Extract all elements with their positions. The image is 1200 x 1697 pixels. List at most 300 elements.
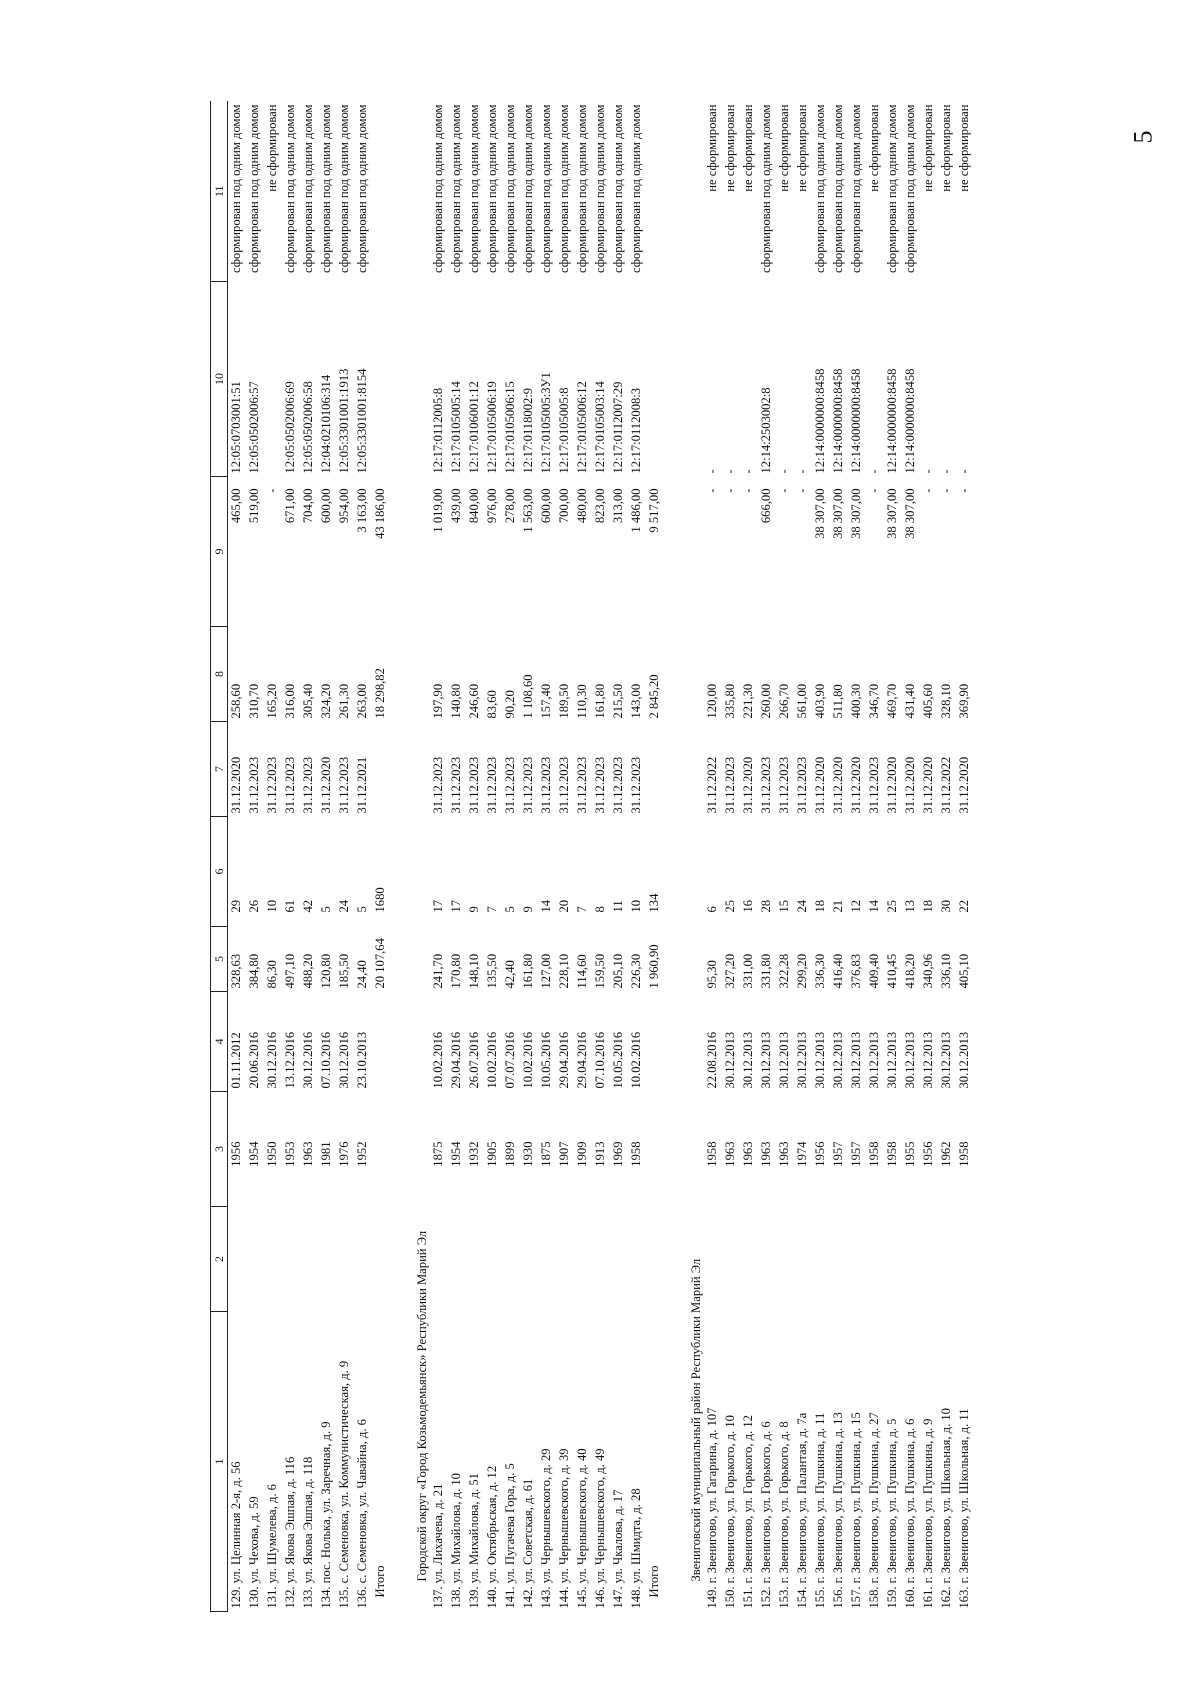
table-cell: - xyxy=(957,469,971,474)
table-cell: 497,10 xyxy=(283,953,297,989)
table-cell: - xyxy=(921,488,935,493)
table-cell: 12:17:0105003:14 xyxy=(593,381,607,474)
table-cell: 405,60 xyxy=(921,683,935,719)
table-cell: 30.12.2013 xyxy=(903,1031,917,1089)
table-cell: 1953 xyxy=(283,1141,297,1167)
table-row xyxy=(704,102,722,1612)
table-cell: 1962 xyxy=(939,1141,953,1167)
table-row xyxy=(722,102,740,1612)
table-cell: 30.12.2013 xyxy=(849,1031,863,1089)
table-body xyxy=(228,102,975,1612)
row-name-cell: Итого xyxy=(373,1565,387,1598)
table-cell: 12:14:2503002:8 xyxy=(759,387,773,474)
table-cell: 31.12.2023 xyxy=(557,756,571,814)
table-cell: 1963 xyxy=(777,1141,791,1167)
table-cell: 5 xyxy=(355,906,369,913)
table-cell: 86,30 xyxy=(265,960,279,989)
table-cell: 954,00 xyxy=(337,488,351,524)
table-cell: 299,20 xyxy=(795,953,809,989)
row-name-cell: 151. г. Звенигово, ул. Горького, д. 12 xyxy=(741,1415,755,1609)
table-row xyxy=(282,102,300,1612)
table-cell: 30 xyxy=(939,899,953,913)
table-cell: 30.12.2016 xyxy=(265,1031,279,1089)
row-name-cell: 148. ул. Шмидта, д. 28 xyxy=(629,1488,643,1609)
table-cell: 1952 xyxy=(355,1141,369,1167)
table-cell: 1 108,60 xyxy=(521,674,535,719)
table-cell: не сформирован xyxy=(939,104,953,192)
table-cell: 6 xyxy=(705,906,719,913)
table-cell: 12 xyxy=(849,899,863,913)
table-cell: сформирован под одним домом xyxy=(301,104,315,273)
table-row xyxy=(448,102,466,1612)
table-cell: 31.12.2020 xyxy=(921,756,935,814)
row-name-cell: 134. пос. Нолька, ул. Заречная, д. 9 xyxy=(319,1421,333,1609)
table-row xyxy=(466,102,484,1612)
table-cell: 418,20 xyxy=(903,953,917,989)
table-row xyxy=(920,102,938,1612)
table-cell: 12:17:0105006:15 xyxy=(503,381,517,474)
table-cell: 10.02.2016 xyxy=(521,1031,535,1089)
table-row xyxy=(628,102,646,1612)
section-title: Звениговский муниципальный район Республики Марий Эл xyxy=(689,1258,703,1582)
table-cell: 95,30 xyxy=(705,960,719,989)
row-name-cell: 136. с. Семеновка, ул. Чавайна, д. 6 xyxy=(355,1419,369,1609)
section-title: Городской округ «Город Козьмодемьянск» Республики Марий Эл xyxy=(415,1230,429,1582)
table-cell: сформирован под одним домом xyxy=(575,104,589,273)
table-cell: 328,10 xyxy=(939,683,953,719)
row-name-cell: 129. ул. Целинная 2-я, д. 56 xyxy=(229,1461,243,1609)
table-cell: 278,00 xyxy=(503,488,517,524)
table-cell: - xyxy=(957,488,971,493)
row-name-cell: 156. г. Звенигово, ул. Пушкина, д. 13 xyxy=(831,1412,845,1609)
table-cell: 1932 xyxy=(467,1141,481,1167)
table-cell: 12:14:0000000:8458 xyxy=(813,368,827,474)
row-name-cell: 146. ул. Чернышевского, д. 49 xyxy=(593,1448,607,1609)
table-cell: - xyxy=(867,469,881,474)
table-row xyxy=(318,102,336,1612)
table-cell: 30.12.2013 xyxy=(723,1031,737,1089)
table-cell: не сформирован xyxy=(723,104,737,192)
table-cell: 01.11.2012 xyxy=(229,1032,243,1089)
row-name-cell: 131. ул. Шумелева, д. 6 xyxy=(265,1484,279,1609)
table-cell: 310,70 xyxy=(247,683,261,719)
table-cell: 12:05:3301001:1913 xyxy=(337,368,351,474)
table-cell: 1956 xyxy=(813,1141,827,1167)
total-row xyxy=(372,102,390,1612)
table-row xyxy=(592,102,610,1612)
row-name-cell: 157. г. Звенигово, ул. Пушкина, д. 15 xyxy=(849,1412,863,1609)
rotated-page-content xyxy=(210,102,1000,1612)
table-cell: 1976 xyxy=(337,1141,351,1167)
table-cell: 561,00 xyxy=(795,683,809,719)
table-cell: 1 563,00 xyxy=(521,488,535,533)
table-cell: 26.07.2016 xyxy=(467,1031,481,1089)
table-row xyxy=(556,102,574,1612)
table-cell: 161,80 xyxy=(593,683,607,719)
table-cell: не сформирован xyxy=(741,104,755,192)
table-cell: - xyxy=(777,488,791,493)
table-cell: 31.12.2020 xyxy=(813,756,827,814)
table-cell: 384,80 xyxy=(247,953,261,989)
table-cell: 159,50 xyxy=(593,953,607,989)
row-name-cell: 144. ул. Чернышевского, д. 39 xyxy=(557,1448,571,1609)
table-row xyxy=(228,102,247,1612)
table-cell: 31.12.2023 xyxy=(777,756,791,814)
table-cell: 18 298,82 xyxy=(373,668,387,719)
table-cell: - xyxy=(921,469,935,474)
table-cell: 313,00 xyxy=(611,488,625,524)
table-cell: 9 517,00 xyxy=(647,488,661,533)
table-cell: 197,90 xyxy=(431,683,445,719)
total-row xyxy=(646,102,664,1612)
table-cell: 31.12.2020 xyxy=(229,756,243,814)
table-cell: 12:05:0703001:51 xyxy=(229,381,243,474)
table-cell: - xyxy=(795,469,809,474)
table-cell: сформирован под одним домом xyxy=(539,104,553,273)
table-cell: 266,70 xyxy=(777,683,791,719)
table-cell: сформирован под одним домом xyxy=(831,104,845,273)
table-cell: 1 486,00 xyxy=(629,488,643,533)
table-cell: 30.12.2016 xyxy=(337,1031,351,1089)
table-cell: 331,00 xyxy=(741,953,755,989)
table-cell: сформирован под одним домом xyxy=(593,104,607,273)
table-cell: 17 xyxy=(431,899,445,913)
table-cell: сформирован под одним домом xyxy=(431,104,445,273)
table-row xyxy=(812,102,830,1612)
table-cell: 12:17:0105005:14 xyxy=(449,381,463,474)
table-row xyxy=(520,102,538,1612)
column-header: 11 xyxy=(211,102,228,282)
table-cell: 18 xyxy=(921,899,935,913)
table-cell: 189,50 xyxy=(557,683,571,719)
table-row xyxy=(938,102,956,1612)
table-cell: 31.12.2022 xyxy=(705,756,719,814)
row-name-cell: 140. ул. Октябрьская, д. 12 xyxy=(485,1465,499,1609)
table-cell: 38 307,00 xyxy=(831,488,845,539)
table-cell: - xyxy=(741,469,755,474)
column-header: 6 xyxy=(211,817,228,927)
table-cell: 1956 xyxy=(229,1141,243,1167)
table-cell: 30.12.2013 xyxy=(939,1031,953,1089)
table-cell: 1875 xyxy=(539,1141,553,1167)
row-name-cell: 163. г. Звенигово, ул. Школьная, д. 11 xyxy=(957,1408,971,1609)
table-cell: 23.10.2013 xyxy=(355,1031,369,1089)
table-cell: 31.12.2021 xyxy=(355,756,369,814)
section-blank xyxy=(670,102,704,1207)
table-cell: 43 186,00 xyxy=(373,488,387,539)
table-cell: сформирован под одним домом xyxy=(467,104,481,273)
table-cell: 416,40 xyxy=(831,953,845,989)
table-cell: 135,50 xyxy=(485,953,499,989)
table-cell: 38 307,00 xyxy=(849,488,863,539)
table-cell: 12:14:0000000:8458 xyxy=(903,368,917,474)
table-cell: 346,70 xyxy=(867,683,881,719)
row-name-cell: 130. ул. Чехова, д. 59 xyxy=(247,1496,261,1609)
row-name-cell: 133. ул. Якова Эшпая, д. 118 xyxy=(301,1456,315,1609)
table-cell: 400,30 xyxy=(849,683,863,719)
table-row xyxy=(300,102,318,1612)
table-cell: 31.12.2023 xyxy=(723,756,737,814)
table-cell: - xyxy=(723,469,737,474)
table-cell: 31.12.2023 xyxy=(521,756,535,814)
table-cell: 1899 xyxy=(503,1141,517,1167)
table-cell: 38 307,00 xyxy=(885,488,899,539)
table-cell: 1875 xyxy=(431,1141,445,1167)
table-cell: 31.12.2023 xyxy=(593,756,607,814)
row-name-cell: 153. г. Звенигово, ул. Горького, д. 8 xyxy=(777,1421,791,1609)
row-name-cell: 145. ул. Чернышевского, д. 40 xyxy=(575,1448,589,1609)
table-cell: 12:17:0105006:12 xyxy=(575,381,589,474)
table-cell: 336,30 xyxy=(813,953,827,989)
table-cell: 480,00 xyxy=(575,488,589,524)
column-header: 2 xyxy=(211,1207,228,1312)
table-cell: 331,80 xyxy=(759,953,773,989)
table-cell: 9 xyxy=(521,906,535,913)
table-cell: 5 xyxy=(503,906,517,913)
table-row xyxy=(264,102,282,1612)
column-header: 8 xyxy=(211,627,228,722)
table-cell: 07.10.2016 xyxy=(319,1031,333,1089)
table-cell: 22.08.2016 xyxy=(705,1031,719,1089)
row-name-cell: 160. г. Звенигово, ул. Пушкина, д. 6 xyxy=(903,1418,917,1609)
table-cell: 369,90 xyxy=(957,683,971,719)
housing-table xyxy=(210,102,974,1613)
table-cell: 409,40 xyxy=(867,953,881,989)
table-cell: 1909 xyxy=(575,1141,589,1167)
table-cell: 90,20 xyxy=(503,690,517,719)
table-cell: 24 xyxy=(795,899,809,913)
table-cell: - xyxy=(265,488,279,493)
table-cell: 1958 xyxy=(705,1141,719,1167)
table-cell: 30.12.2013 xyxy=(759,1031,773,1089)
table-cell: - xyxy=(939,469,953,474)
table-cell: 246,60 xyxy=(467,683,481,719)
table-cell: 30.12.2016 xyxy=(301,1031,315,1089)
table-cell: 10.02.2016 xyxy=(431,1031,445,1089)
table-row xyxy=(610,102,628,1612)
table-cell: 143,00 xyxy=(629,683,643,719)
table-row xyxy=(758,102,776,1612)
column-header: 7 xyxy=(211,722,228,817)
table-row xyxy=(538,102,556,1612)
table-row xyxy=(848,102,866,1612)
table-cell: 29.04.2016 xyxy=(449,1031,463,1089)
table-cell: 1957 xyxy=(849,1141,863,1167)
table-cell: 30.12.2013 xyxy=(831,1031,845,1089)
table-cell: сформирован под одним домом xyxy=(283,104,297,273)
table-cell: 469,70 xyxy=(885,683,899,719)
table-cell: 12:05:3301001:8154 xyxy=(355,368,369,474)
table-cell: 700,00 xyxy=(557,488,571,524)
table-cell: сформирован под одним домом xyxy=(759,104,773,273)
table-cell: не сформирован xyxy=(957,104,971,192)
table-cell: 1969 xyxy=(611,1141,625,1167)
table-cell: 2 845,20 xyxy=(647,674,661,719)
table-row xyxy=(430,102,448,1612)
table-cell xyxy=(372,992,390,1092)
table-cell: сформирован под одним домом xyxy=(337,104,351,273)
table-cell: 1930 xyxy=(521,1141,535,1167)
table-cell: 823,00 xyxy=(593,488,607,524)
table-cell: 327,20 xyxy=(723,953,737,989)
table-cell: сформирован под одним домом xyxy=(449,104,463,273)
table-cell: 114,60 xyxy=(575,954,589,989)
section-header-row xyxy=(396,102,430,1612)
table-cell: 335,80 xyxy=(723,683,737,719)
row-name-cell: 141. ул. Пугачева Гора, д. 5 xyxy=(503,1463,517,1609)
table-cell: 42,40 xyxy=(503,960,517,989)
table-cell: 1954 xyxy=(449,1141,463,1167)
column-header: 5 xyxy=(211,927,228,992)
table-row xyxy=(740,102,758,1612)
table-cell: 30.12.2013 xyxy=(885,1031,899,1089)
table-cell: сформирован под одним домом xyxy=(319,104,333,273)
table-cell: 12:04:0210106:314 xyxy=(319,374,333,474)
column-header: 4 xyxy=(211,992,228,1092)
table-cell: 600,00 xyxy=(319,488,333,524)
table-cell: 1905 xyxy=(485,1141,499,1167)
table-cell: 10.05.2016 xyxy=(539,1031,553,1089)
table-cell: 221,30 xyxy=(741,683,755,719)
table-cell: 140,80 xyxy=(449,683,463,719)
table-cell: 31.12.2023 xyxy=(431,756,445,814)
row-name-cell: 139. ул. Михайлова, д. 51 xyxy=(467,1473,481,1609)
table-cell: 1680 xyxy=(373,887,387,913)
table-cell: 07.10.2016 xyxy=(593,1031,607,1089)
table-cell: 18 xyxy=(813,899,827,913)
table-cell: 410,45 xyxy=(885,953,899,989)
table-cell: 31.12.2020 xyxy=(831,756,845,814)
table-row xyxy=(866,102,884,1612)
table-cell: - xyxy=(795,488,809,493)
column-header: 9 xyxy=(211,477,228,627)
table-cell: 1 960,90 xyxy=(647,944,661,989)
table-cell: 1963 xyxy=(723,1141,737,1167)
table-cell: 12:14:0000000:8458 xyxy=(885,368,899,474)
table-cell: 16 xyxy=(741,899,755,913)
table-cell: 20.06.2016 xyxy=(247,1031,261,1089)
table-cell: 17 xyxy=(449,899,463,913)
table-cell: 215,50 xyxy=(611,683,625,719)
table-cell: сформирован под одним домом xyxy=(903,104,917,273)
table-cell: 1958 xyxy=(885,1141,899,1167)
table-cell: 157,40 xyxy=(539,683,553,719)
table-cell: 205,10 xyxy=(611,953,625,989)
table-cell: 7 xyxy=(485,906,499,913)
table-cell: 31.12.2023 xyxy=(247,756,261,814)
table-cell: 13.12.2016 xyxy=(283,1031,297,1089)
table-cell: 1956 xyxy=(921,1141,935,1167)
table-row xyxy=(956,102,974,1612)
table-cell: 31.12.2023 xyxy=(301,756,315,814)
table-cell: 134 xyxy=(647,893,661,913)
table-cell: 24,40 xyxy=(355,960,369,989)
table-cell: не сформирован xyxy=(705,104,719,192)
table-cell xyxy=(372,102,390,282)
table-cell: 328,63 xyxy=(229,953,243,989)
row-name-cell: 132. ул. Якова Эшпая, д. 116 xyxy=(283,1456,297,1609)
table-cell: сформирован под одним домом xyxy=(247,104,261,273)
table-cell: 1950 xyxy=(265,1141,279,1167)
section-blank xyxy=(396,102,430,1207)
table-cell: 10.05.2016 xyxy=(611,1031,625,1089)
row-name-cell: 159. г. Звенигово, ул. Пушкина, д. 5 xyxy=(885,1418,899,1609)
table-cell: 20 107,64 xyxy=(373,938,387,989)
table-cell: - xyxy=(939,488,953,493)
table-cell: 07.07.2016 xyxy=(503,1031,517,1089)
table-cell: 31.12.2020 xyxy=(885,756,899,814)
table-cell: 10.02.2016 xyxy=(629,1031,643,1089)
table-cell: 1981 xyxy=(319,1141,333,1167)
table-cell: - xyxy=(741,488,755,493)
table-cell: 8 xyxy=(593,906,607,913)
table-cell: 704,00 xyxy=(301,488,315,524)
table-cell: 1907 xyxy=(557,1141,571,1167)
table-cell: 30.12.2013 xyxy=(957,1031,971,1089)
table-cell: 185,50 xyxy=(337,953,351,989)
column-header: 1 xyxy=(211,1312,228,1612)
page-number: 5 xyxy=(1128,130,1158,144)
table-cell: 258,60 xyxy=(229,683,243,719)
table-cell: 31.12.2022 xyxy=(939,756,953,814)
table-cell: 336,10 xyxy=(939,953,953,989)
table-cell: не сформирован xyxy=(921,104,935,192)
table-cell: 12:05:0502006:58 xyxy=(301,381,315,474)
table-cell xyxy=(372,1092,390,1207)
table-row xyxy=(794,102,812,1612)
column-number-row xyxy=(211,102,228,1612)
table-cell: 840,00 xyxy=(467,488,481,524)
table-cell: 31.12.2023 xyxy=(795,756,809,814)
table-row xyxy=(502,102,520,1612)
row-name-cell: 137. ул. Лихачева, д. 21 xyxy=(431,1483,445,1609)
table-cell: 14 xyxy=(539,899,553,913)
table-cell: 488,20 xyxy=(301,953,315,989)
table-cell xyxy=(646,722,664,817)
table-cell: 12:17:0112005:8 xyxy=(431,387,445,474)
table-cell: 12:17:0105006:19 xyxy=(485,381,499,474)
table-cell: 30.12.2013 xyxy=(777,1031,791,1089)
table-cell: 31.12.2020 xyxy=(319,756,333,814)
table-cell: 31.12.2023 xyxy=(485,756,499,814)
table-cell: 12:14:0000000:8458 xyxy=(849,368,863,474)
table-cell: 30.12.2013 xyxy=(921,1031,935,1089)
table-cell: 12:17:0112008:3 xyxy=(629,387,643,474)
table-cell xyxy=(646,102,664,282)
table-cell: 263,00 xyxy=(355,683,369,719)
table-cell: 439,00 xyxy=(449,488,463,524)
table-cell: 31.12.2023 xyxy=(629,756,643,814)
table-cell: 316,00 xyxy=(283,683,297,719)
table-cell: 42 xyxy=(301,899,315,913)
table-cell: 671,00 xyxy=(283,488,297,524)
table-cell: 1974 xyxy=(795,1141,809,1167)
table-cell: 12:14:0000000:8458 xyxy=(831,368,845,474)
row-name-cell: 147. ул. Чкалова, д. 17 xyxy=(611,1489,625,1609)
table-cell xyxy=(372,722,390,817)
table-cell: 14 xyxy=(867,899,881,913)
table-cell: сформирован под одним домом xyxy=(813,104,827,273)
table-cell: 10.02.2016 xyxy=(485,1031,499,1089)
table-cell: 31.12.2023 xyxy=(283,756,297,814)
table-cell: - xyxy=(705,488,719,493)
table-cell: - xyxy=(867,488,881,493)
table-cell: 22 xyxy=(957,899,971,913)
table-cell: 261,30 xyxy=(337,683,351,719)
table-cell: 1955 xyxy=(903,1141,917,1167)
table-cell: 31.12.2023 xyxy=(539,756,553,814)
table-row xyxy=(902,102,920,1612)
